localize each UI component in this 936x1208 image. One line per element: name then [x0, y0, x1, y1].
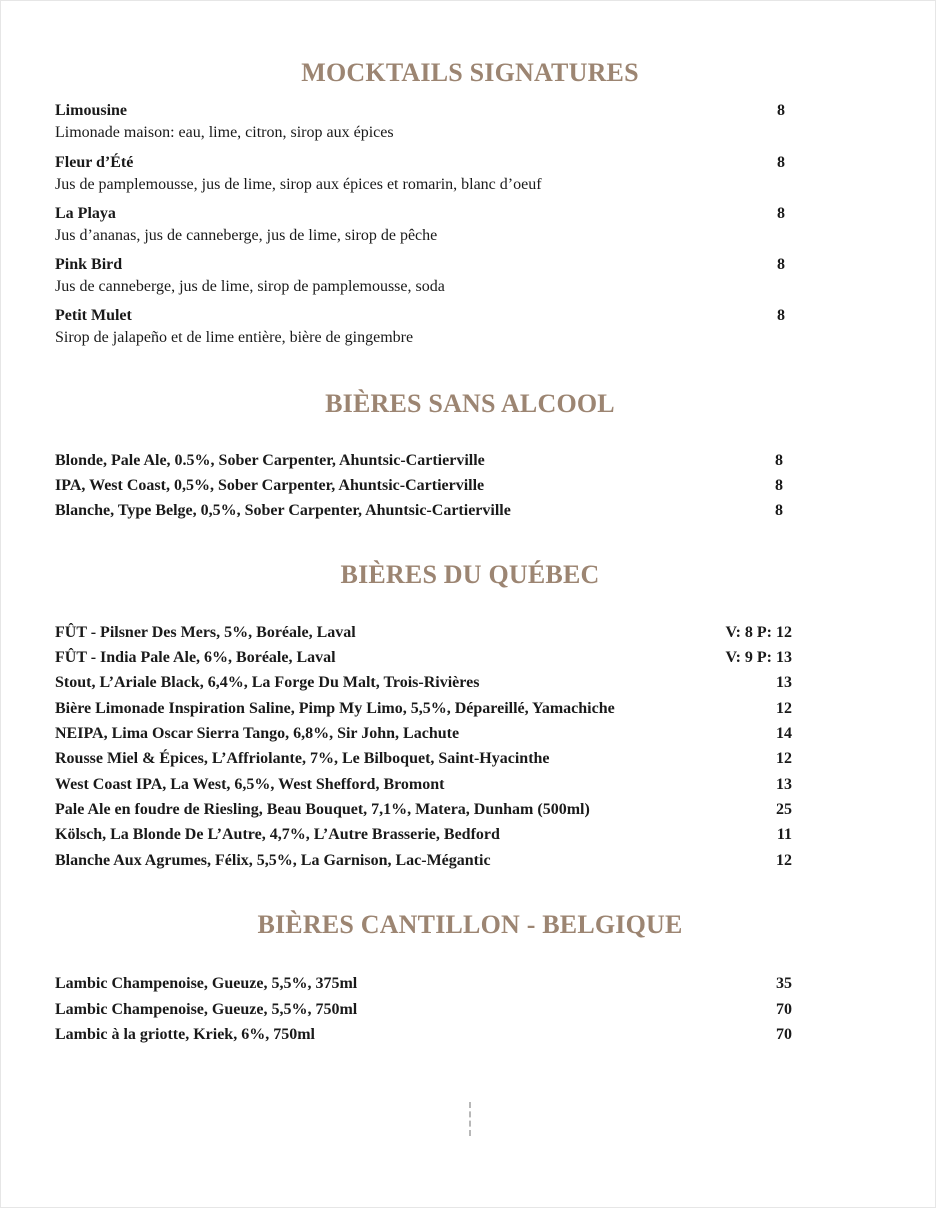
item-label: Rousse Miel & Épices, L’Affriolante, 7%, Le Bilboquet, Saint-Hyacinthe: [55, 750, 550, 767]
item-price: 8: [775, 502, 783, 519]
item-label: Blanche Aux Agrumes, Félix, 5,5%, La Garnison, Lac-Mégantic: [55, 852, 491, 869]
item-label: Kölsch, La Blonde De L’Autre, 4,7%, L’Autre Brasserie, Bedford: [55, 826, 500, 843]
menu-item: [55, 306, 785, 350]
item-name: Petit Mulet: [55, 307, 132, 324]
item-description: Sirop de jalapeño et de lime entière, bière de gingembre: [55, 329, 414, 346]
item-label: FÛT - Pilsner Des Mers, 5%, Boréale, Laval: [55, 624, 356, 641]
item-price: 8: [777, 102, 785, 119]
item-price: 70: [776, 1026, 792, 1043]
item-label: Pale Ale en foudre de Riesling, Beau Bouquet, 7,1%, Matera, Dunham (500ml): [55, 801, 590, 818]
menu-item: [55, 255, 785, 299]
menu-item: [55, 101, 785, 145]
item-description: Jus d’ananas, jus de canneberge, jus de lime, sirop de pêche: [55, 227, 438, 244]
item-label: Lambic à la griotte, Kriek, 6%, 750ml: [55, 1026, 315, 1043]
section-title-sans-alcool: BIÈRES SANS ALCOOL: [325, 389, 615, 418]
item-price: 11: [776, 826, 792, 843]
item-label: Blanche, Type Belge, 0,5%, Sober Carpenter, Ahuntsic-Cartierville: [55, 502, 511, 519]
menu-item: [55, 204, 785, 248]
item-label: Stout, L’Ariale Black, 6,4%, La Forge Du Malt, Trois-Rivières: [55, 674, 480, 691]
item-price: 35: [776, 975, 792, 992]
item-label: Bière Limonade Inspiration Saline, Pimp My Limo, 5,5%, Dépareillé, Yamachiche: [55, 700, 615, 717]
item-price: 13: [776, 674, 792, 691]
item-label: Lambic Champenoise, Gueuze, 5,5%, 750ml: [55, 1001, 358, 1018]
item-price: V: 9 P: 13: [725, 649, 792, 666]
decorative-divider: [469, 1102, 471, 1136]
item-price: 8: [775, 452, 783, 469]
item-label: IPA, West Coast, 0,5%, Sober Carpenter, Ahuntsic-Cartierville: [55, 477, 485, 494]
item-price: 12: [776, 750, 792, 767]
item-price: 70: [776, 1001, 792, 1018]
item-price: 8: [775, 477, 783, 494]
item-price: 14: [776, 725, 792, 742]
item-price: 8: [777, 154, 785, 171]
item-price: 8: [777, 205, 785, 222]
section-title-mocktails: MOCKTAILS SIGNATURES: [301, 58, 639, 87]
item-price: 12: [776, 700, 792, 717]
item-price: 25: [776, 801, 792, 818]
item-price: 8: [777, 256, 785, 273]
item-name: Limousine: [55, 102, 128, 119]
section-title-cantillon: BIÈRES CANTILLON - BELGIQUE: [257, 910, 683, 939]
item-description: Jus de pamplemousse, jus de lime, sirop aux épices et romarin, blanc d’oeuf: [55, 176, 542, 193]
menu-item: [55, 153, 785, 197]
item-description: Limonade maison: eau, lime, citron, sirop aux épices: [55, 124, 394, 141]
item-name: Pink Bird: [55, 256, 123, 273]
item-label: Blonde, Pale Ale, 0.5%, Sober Carpenter, Ahuntsic-Cartierville: [55, 452, 485, 469]
item-label: Lambic Champenoise, Gueuze, 5,5%, 375ml: [55, 975, 358, 992]
item-price: 13: [776, 776, 792, 793]
item-label: NEIPA, Lima Oscar Sierra Tango, 6,8%, Sir John, Lachute: [55, 725, 460, 742]
item-description: Jus de canneberge, jus de lime, sirop de pamplemousse, soda: [55, 278, 445, 295]
section-title-quebec: BIÈRES DU QUÉBEC: [340, 560, 600, 589]
item-name: Fleur d’Été: [55, 154, 134, 171]
item-price: 8: [777, 307, 785, 324]
item-label: FÛT - India Pale Ale, 6%, Boréale, Laval: [55, 649, 336, 666]
item-name: La Playa: [55, 205, 116, 222]
item-label: West Coast IPA, La West, 6,5%, West Shefford, Bromont: [55, 776, 445, 793]
item-price: 12: [776, 852, 792, 869]
item-price: V: 8 P: 12: [725, 624, 792, 641]
